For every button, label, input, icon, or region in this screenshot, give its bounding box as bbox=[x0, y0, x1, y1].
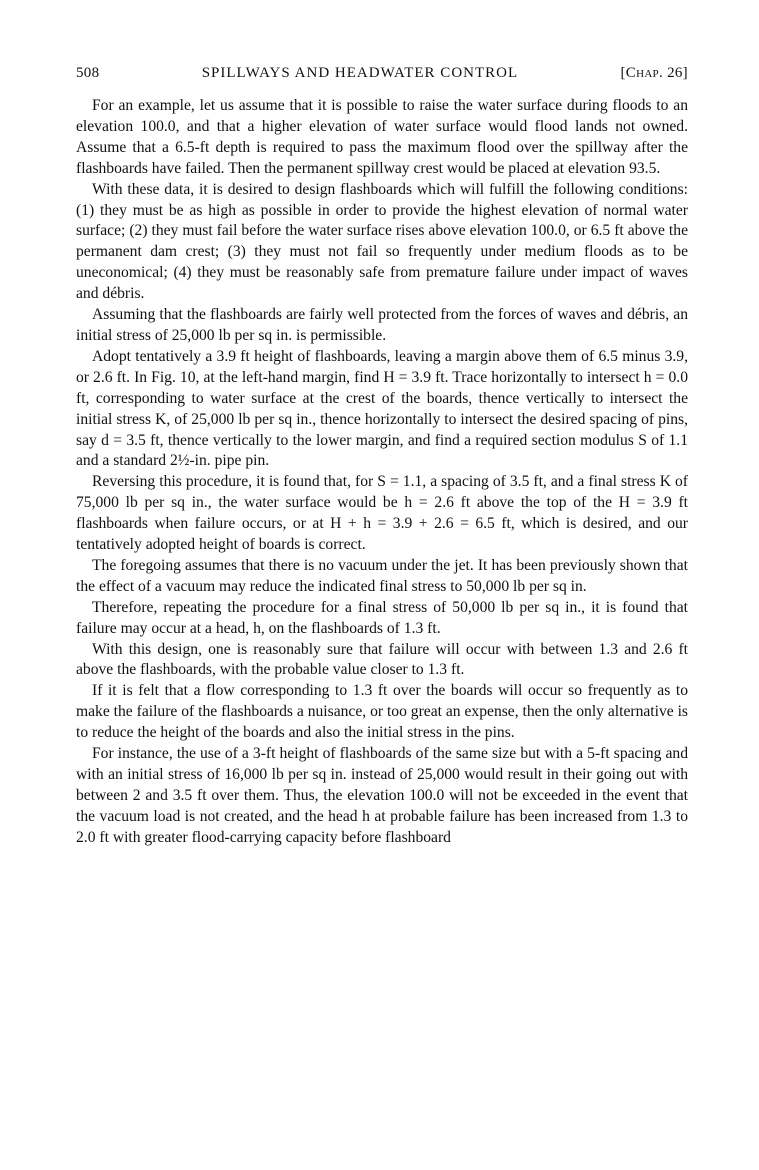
chapter-label: [Chap. 26] bbox=[620, 65, 688, 81]
running-head bbox=[76, 62, 688, 84]
paragraph: Reversing this procedure, it is found that, for S = 1.1, a spacing of 3.5 ft, and a final stress K of 75,000 lb per sq in., the water surface would be h = 2.6 ft above the top of the H = 3.9 ft flashboards when failure occurs, or at H + h = 3.9 + 2.6 = 6.5 ft, which is desired, and our tentatively adopted height of boards is correct. bbox=[76, 473, 688, 554]
paragraph: With this design, one is reasonably sure that failure will occur with between 1.3 and 2.6 ft above the flashboards, with the probable value closer to 1.3 ft. bbox=[76, 640, 688, 679]
paragraph: For instance, the use of a 3-ft height of flashboards of the same size but with a 5-ft spacing and with an initial stress of 16,000 lb per sq in. instead of 25,000 would result in their going out with between 2 and 3.5 ft over them. Thus, the elevation 100.0 will not be exceeded in the event that the vacuum load is not created, and the head h at probable failure has been increased from 1.3 to 2.0 ft with greater flood-carrying capacity before flashboard bbox=[76, 745, 688, 846]
paragraph: With these data, it is desired to design flashboards which will fulfill the following conditions: (1) they must be as high as possible in order to provide the highest elevation of normal water surface; (2) they must fail before the water surface rises above elevation 100.0, or 6.5 ft above the permanent dam crest; (3) they must not fail so frequently under medium floods as to be uneconomical; (4) they must be reasonably safe from premature failure under impact of waves and débris. bbox=[76, 180, 688, 303]
paragraph: Therefore, repeating the procedure for a final stress of 50,000 lb per sq in., it is found that failure may occur at a head, h, on the flashboards of 1.3 ft. bbox=[76, 598, 688, 637]
paragraph: For an example, let us assume that it is possible to raise the water surface during floods to an elevation 100.0, and that a higher elevation of water surface would flood lands not owned. Assume that a 6.5-ft depth is required to pass the maximum flood over the spillway after the flashboards have failed. Then the permanent spillway crest would be placed at elevation 93.5. bbox=[76, 97, 688, 177]
paragraph: Adopt tentatively a 3.9 ft height of flashboards, leaving a margin above them of 6.5 minus 3.9, or 2.6 ft. In Fig. 10, at the left-hand margin, find H = 3.9 ft. Trace horizontally to intersect h = 0.0 ft, corresponding to water surface at the crest of the boards, thence vertically to intersect the initial stress K, of 25,000 lb per sq in., thence horizontally to intersect the desired spacing of pins, say d = 3.5 ft, thence vertically to the lower margin, and find a required section modulus S of 1.1 and a standard 2½-in. pipe pin. bbox=[76, 347, 688, 470]
page-number: 508 bbox=[76, 65, 100, 81]
paragraph: If it is felt that a flow corresponding to 1.3 ft over the boards will occur so frequently as to make the failure of the flashboards a nuisance, or too great an expense, then the only alternative is to reduce the height of the boards and also the initial stress in the pins. bbox=[76, 682, 688, 742]
paragraph: The foregoing assumes that there is no vacuum under the jet. It has been previously shown that the effect of a vacuum may reduce the indicated final stress to 50,000 lb per sq in. bbox=[76, 556, 688, 595]
paragraph: Assuming that the flashboards are fairly well protected from the forces of waves and débris, an initial stress of 25,000 lb per sq in. is permissible. bbox=[76, 306, 688, 344]
body-text bbox=[76, 96, 688, 849]
book-page bbox=[76, 62, 688, 849]
running-title: SPILLWAYS AND HEADWATER CONTROL bbox=[201, 65, 519, 81]
